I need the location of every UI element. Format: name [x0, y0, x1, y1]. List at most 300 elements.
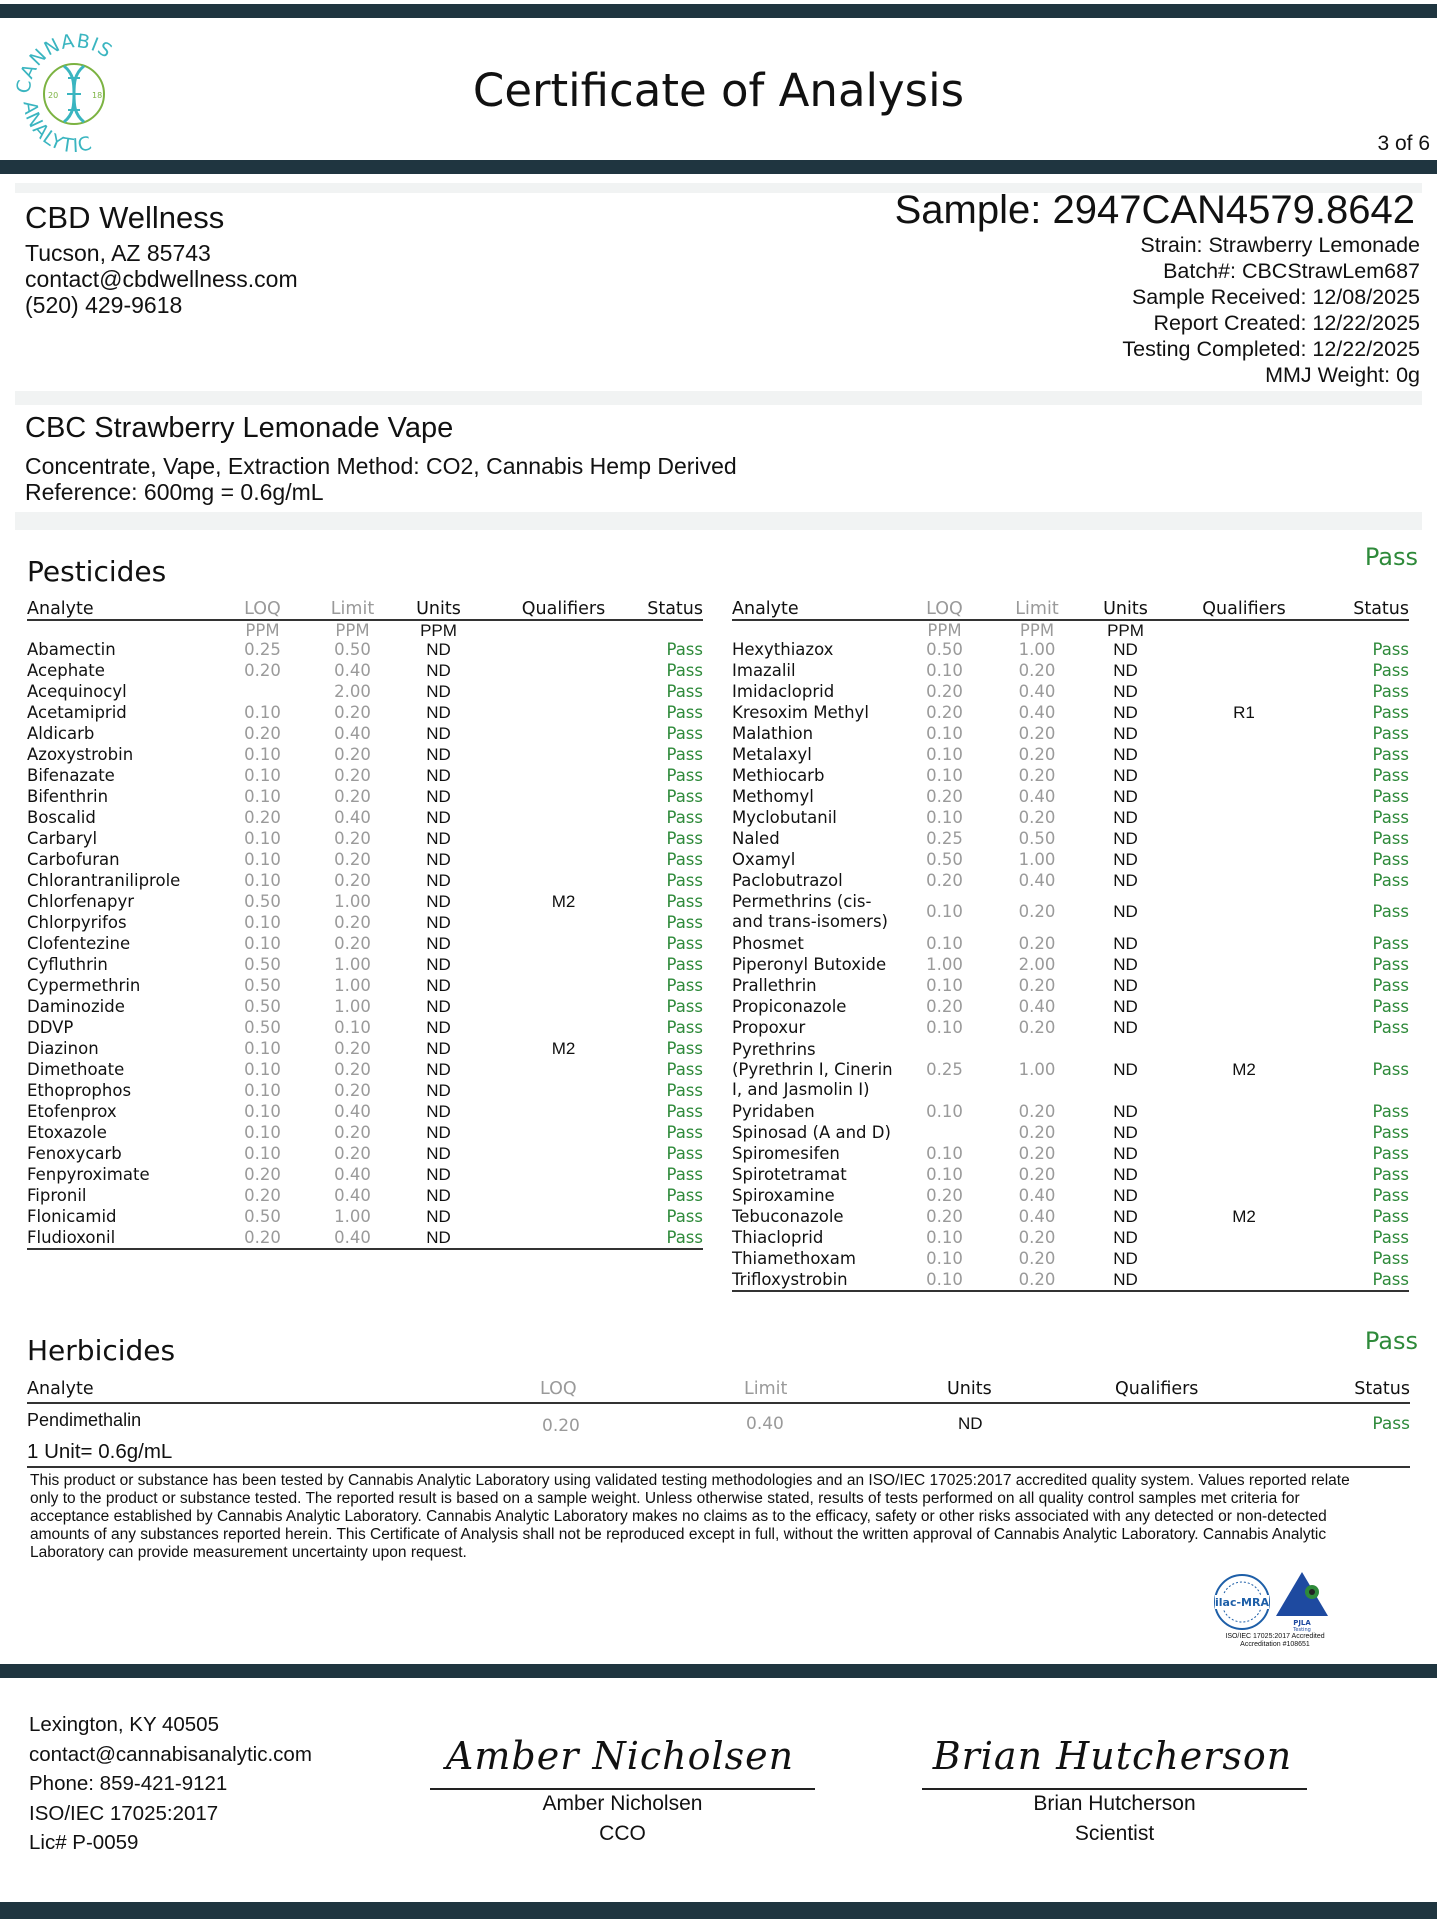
- status-value: Pass: [1372, 933, 1409, 953]
- limit-value: 0.20: [334, 1059, 371, 1079]
- table-row: [27, 723, 703, 744]
- units-value: ND: [426, 933, 451, 953]
- table-row: [27, 1122, 703, 1143]
- units-value: ND: [1113, 870, 1138, 890]
- units-value: ND: [426, 681, 451, 701]
- table-row: [27, 1080, 703, 1101]
- loq-value: 0.10: [244, 933, 281, 953]
- table-row: [27, 1017, 703, 1038]
- analyte-name: Acequinocyl: [27, 681, 127, 701]
- qualifier-value: [482, 786, 645, 807]
- signature-amber: Amber Nicholsen: [445, 1734, 795, 1778]
- units-value: ND: [426, 1080, 451, 1100]
- status-value: Pass: [1372, 744, 1409, 764]
- analyte-name: Acetamiprid: [27, 702, 127, 722]
- loq-value: 0.50: [244, 891, 281, 911]
- table-row: [732, 744, 1409, 765]
- analyte-name: Spiroxamine: [732, 1185, 835, 1205]
- limit-value: 1.00: [1018, 1059, 1056, 1079]
- signature-line-brian: [922, 1788, 1307, 1790]
- status-value: Pass: [1372, 996, 1409, 1016]
- unit-cell: PPM: [335, 620, 370, 640]
- units-value: ND: [426, 723, 451, 743]
- loq-value: 0.10: [926, 902, 963, 921]
- analyte-name: Phosmet: [732, 933, 804, 953]
- limit-value: 0.20: [334, 765, 371, 785]
- status-value: Pass: [666, 723, 703, 743]
- units-value: ND: [395, 1227, 482, 1249]
- qualifier-value: [482, 765, 645, 786]
- table-row: [27, 681, 703, 702]
- table-row: [27, 975, 703, 996]
- limit-value: 0.40: [1018, 702, 1056, 722]
- status-value: Pass: [1372, 1059, 1409, 1079]
- col-loq-header: LOQ: [897, 595, 992, 620]
- herbicides-bottom-rule: [27, 1466, 1410, 1468]
- table-row: [732, 807, 1409, 828]
- analyte-name: Azoxystrobin: [27, 744, 134, 764]
- status-value: Pass: [666, 744, 703, 764]
- loq-value: 0.50: [244, 996, 281, 1016]
- page-number: 3 of 6: [1377, 132, 1430, 155]
- loq-value: 0.20: [244, 723, 281, 743]
- loq-value: 0.10: [244, 702, 281, 722]
- loq-value: 0.20: [244, 1185, 281, 1205]
- qualifier-value: [1169, 1185, 1319, 1206]
- qualifier-value: [482, 1143, 645, 1164]
- qualifier-value: [482, 702, 645, 723]
- status-value: Pass: [666, 765, 703, 785]
- analyte-name: Aldicarb: [27, 723, 95, 743]
- status-value: Pass: [1372, 1143, 1409, 1163]
- qualifier-value: [482, 912, 645, 933]
- loq-value: [897, 1122, 992, 1143]
- limit-value: 0.50: [334, 639, 371, 659]
- analyte-name: Imazalil: [732, 660, 796, 680]
- status-value: Pass: [1372, 828, 1409, 848]
- logo-year-right: 18: [92, 91, 103, 100]
- limit-value: 0.40: [1018, 1206, 1056, 1226]
- table-row: [27, 891, 703, 912]
- units-value: ND: [1113, 807, 1138, 827]
- qualifier-value: [482, 1080, 645, 1101]
- loq-value: 0.25: [926, 828, 963, 848]
- status-value: Pass: [1372, 807, 1409, 827]
- signer-role-brian: Scientist: [1074, 1822, 1155, 1845]
- units-value: ND: [426, 702, 451, 722]
- pesticides-table-right: [732, 595, 1409, 1292]
- loq-value: 0.20: [926, 681, 963, 701]
- analyte-name: Bifenthrin: [27, 786, 109, 806]
- status-value: Pass: [666, 954, 703, 974]
- client-name: CBD Wellness: [25, 200, 225, 235]
- table-row: [732, 849, 1409, 870]
- units-value: ND: [1113, 723, 1138, 743]
- herb-col-limit: Limit: [744, 1379, 788, 1399]
- limit-value: 0.20: [1018, 1143, 1056, 1163]
- testing-completed: Testing Completed: 12/22/2025: [1122, 337, 1420, 361]
- loq-value: 0.10: [244, 912, 281, 932]
- analyte-name: Imidacloprid: [732, 681, 835, 701]
- analyte-name: Clofentezine: [27, 933, 131, 953]
- qualifier-value: M2: [1232, 1206, 1256, 1226]
- lab-contact: [29, 1710, 312, 1858]
- herb-analyte: Pendimethalin: [27, 1410, 142, 1430]
- limit-value: 0.20: [1018, 1164, 1056, 1184]
- analyte-name: Metalaxyl: [732, 744, 812, 764]
- table-row: [732, 891, 1409, 933]
- analyte-name: Chlorfenapyr: [27, 891, 134, 911]
- table-row: [732, 1101, 1409, 1122]
- units-value: ND: [1113, 975, 1138, 995]
- qualifier-value: [1169, 681, 1319, 702]
- loq-value: 0.10: [244, 1038, 281, 1058]
- qualifier-value: [482, 1017, 645, 1038]
- limit-value: 0.20: [1018, 1101, 1056, 1121]
- col-qualifiers-header: Qualifiers: [482, 595, 645, 620]
- qualifier-value: [1169, 1248, 1319, 1269]
- table-row: [732, 954, 1409, 975]
- analyte-name: Cypermethrin: [27, 975, 141, 995]
- limit-value: 1.00: [1018, 639, 1056, 659]
- loq-value: 0.50: [244, 1017, 281, 1037]
- loq-value: 0.10: [926, 933, 963, 953]
- table-row: [732, 723, 1409, 744]
- units-value: ND: [426, 639, 451, 659]
- table-row: [27, 1101, 703, 1122]
- loq-value: 0.10: [926, 723, 963, 743]
- loq-value: 0.50: [926, 639, 963, 659]
- sample-strain: Strain: Strawberry Lemonade: [1140, 233, 1420, 257]
- table-row: [27, 1143, 703, 1164]
- status-value: Pass: [1372, 681, 1409, 701]
- table-row: [732, 1038, 1409, 1101]
- loq-value: 0.10: [244, 1059, 281, 1079]
- limit-value: 0.20: [334, 933, 371, 953]
- signer-role-amber: CCO: [599, 1822, 646, 1845]
- qualifier-value: [1169, 1227, 1319, 1248]
- status-value: Pass: [1372, 849, 1409, 869]
- limit-value: 0.20: [334, 1080, 371, 1100]
- qualifier-value: [482, 1227, 645, 1249]
- analyte-name: Malathion: [732, 723, 814, 743]
- status-value: Pass: [1372, 902, 1409, 921]
- limit-value: 0.40: [1018, 870, 1056, 890]
- herbicides-title: Herbicides: [27, 1334, 176, 1367]
- limit-value: 1.00: [334, 891, 371, 911]
- units-value: ND: [1113, 1164, 1138, 1184]
- limit-value: 0.40: [334, 1185, 371, 1205]
- table-row: [27, 1164, 703, 1185]
- sample-id: Sample: 2947CAN4579.8642: [894, 188, 1415, 232]
- status-value: Pass: [666, 891, 703, 911]
- unit-note: 1 Unit= 0.6g/mL: [27, 1440, 173, 1463]
- qualifier-value: [482, 1185, 645, 1206]
- top-bar: [0, 4, 1437, 18]
- limit-value: 0.40: [1018, 1185, 1056, 1205]
- loq-value: 0.10: [244, 786, 281, 806]
- col-limit-header: Limit: [310, 595, 395, 620]
- analyte-name: Tebuconazole: [732, 1206, 844, 1226]
- status-value: Pass: [666, 1038, 703, 1058]
- limit-value: 0.40: [334, 1101, 371, 1121]
- limit-value: 0.20: [1018, 723, 1056, 743]
- units-value: ND: [426, 891, 451, 911]
- col-units-header: Units: [395, 595, 482, 620]
- loq-value: 0.10: [926, 765, 963, 785]
- analyte-name: Etoxazole: [27, 1122, 107, 1142]
- status-value: Pass: [666, 1185, 703, 1205]
- qualifier-value: [1169, 996, 1319, 1017]
- status-value: Pass: [666, 828, 703, 848]
- table-row: [27, 744, 703, 765]
- qualifier-value: [482, 744, 645, 765]
- pesticides-table-left: [27, 595, 703, 1250]
- qualifier-value: [1169, 954, 1319, 975]
- bottom-bar: [0, 1902, 1437, 1919]
- herb-col-loq: LOQ: [540, 1379, 577, 1399]
- signer-name-amber: Amber Nicholsen: [542, 1792, 703, 1815]
- loq-value: 0.20: [244, 1164, 281, 1184]
- page-title: Certificate of Analysis: [472, 64, 965, 117]
- qualifier-value: M2: [551, 1038, 576, 1058]
- loq-value: 0.10: [926, 1227, 963, 1247]
- units-value: ND: [1113, 849, 1138, 869]
- qualifier-value: [1169, 1143, 1319, 1164]
- analyte-name: Piperonyl Butoxide: [732, 954, 887, 974]
- units-value: ND: [1082, 1269, 1169, 1291]
- status-value: Pass: [666, 660, 703, 680]
- status-value: Pass: [666, 912, 703, 932]
- units-value: ND: [1113, 1206, 1138, 1226]
- table-row: [27, 1059, 703, 1080]
- analyte-name: Paclobutrazol: [732, 870, 843, 890]
- units-value: ND: [426, 765, 451, 785]
- units-value: ND: [426, 1038, 451, 1058]
- sample-details: [1122, 232, 1420, 388]
- qualifier-value: [482, 1122, 645, 1143]
- qualifier-value: [1169, 849, 1319, 870]
- units-value: ND: [426, 1164, 451, 1184]
- logo-text-bottom: ANALYTIC: [18, 99, 95, 157]
- qualifier-value: [482, 1206, 645, 1227]
- units-value: ND: [1113, 902, 1138, 921]
- herb-col-analyte: Analyte: [27, 1379, 94, 1399]
- lab-license: Lic# P-0059: [29, 1831, 139, 1854]
- qualifier-value: [1169, 891, 1319, 933]
- lab-iso: ISO/IEC 17025:2017: [29, 1801, 219, 1825]
- qualifier-value: [1169, 786, 1319, 807]
- logo-text-top: CANNABIS: [12, 30, 117, 95]
- table-row: [27, 765, 703, 786]
- status-value: Pass: [1372, 1206, 1409, 1226]
- qualifier-value: M2: [1232, 1059, 1256, 1079]
- loq-value: 0.50: [244, 975, 281, 995]
- col-units-header: Units: [1082, 595, 1169, 620]
- table-row: [732, 975, 1409, 996]
- qualifier-value: [482, 870, 645, 891]
- signature-brian: Brian Hutcherson: [932, 1734, 1293, 1778]
- qualifier-value: [1169, 1164, 1319, 1185]
- loq-value: 0.10: [244, 744, 281, 764]
- table-row: [732, 660, 1409, 681]
- analyte-name: Myclobutanil: [732, 807, 837, 827]
- units-value: ND: [1113, 1227, 1138, 1247]
- limit-value: 0.40: [1018, 786, 1056, 806]
- product-reference: Reference: 600mg = 0.6g/mL: [25, 479, 324, 505]
- accreditation-line1: ISO/IEC 17025:2017 Accredited: [1225, 1633, 1325, 1640]
- herb-units: ND: [958, 1414, 983, 1433]
- units-value: ND: [426, 975, 451, 995]
- table-row: [27, 996, 703, 1017]
- loq-value: 0.20: [926, 996, 963, 1016]
- analyte-name: Pyridaben: [732, 1101, 815, 1121]
- analyte-name: Prallethrin: [732, 975, 817, 995]
- loq-value: 0.10: [244, 1122, 281, 1142]
- units-value: ND: [426, 912, 451, 932]
- analyte-name: Pyrethrins (Pyrethrin I, Cinerin I, and Jasmolin I): [732, 1039, 893, 1099]
- analyte-name: Spirotetramat: [732, 1164, 847, 1184]
- limit-value: 1.00: [334, 975, 371, 995]
- table-row: [27, 828, 703, 849]
- qualifier-value: [1169, 1122, 1319, 1143]
- unit-cell: PPM: [420, 620, 457, 640]
- loq-value: [215, 681, 310, 702]
- unit-cell: [482, 620, 645, 639]
- loq-value: 0.20: [926, 1185, 963, 1205]
- status-value: Pass: [1372, 1122, 1409, 1142]
- unit-cell: PPM: [1107, 620, 1144, 640]
- status-value: Pass: [666, 639, 703, 659]
- limit-value: 0.20: [334, 912, 371, 932]
- analyte-name: Oxamyl: [732, 849, 796, 869]
- logo-year-left: 20: [48, 91, 59, 100]
- units-value: ND: [426, 1017, 451, 1037]
- analyte-name: Fludioxonil: [27, 1227, 215, 1249]
- units-value: ND: [426, 1185, 451, 1205]
- limit-value: 0.10: [334, 1017, 371, 1037]
- unit-cell: [645, 620, 703, 639]
- pjla-text: PJLA: [1293, 1619, 1311, 1627]
- loq-value: 0.25: [244, 639, 281, 659]
- table-row: [732, 828, 1409, 849]
- signer-name-brian: Brian Hutcherson: [1033, 1792, 1196, 1815]
- limit-value: 0.40: [334, 723, 371, 743]
- units-value: ND: [1113, 1143, 1138, 1163]
- loq-value: 0.10: [244, 1101, 281, 1121]
- units-value: ND: [426, 870, 451, 890]
- limit-value: 0.20: [334, 786, 371, 806]
- limit-value: 0.20: [1018, 1248, 1056, 1268]
- status-value: Pass: [666, 1122, 703, 1142]
- units-value: ND: [426, 828, 451, 848]
- table-row: [732, 765, 1409, 786]
- analyte-name: Trifloxystrobin: [732, 1269, 897, 1291]
- status-value: Pass: [1372, 1164, 1409, 1184]
- col-status-header: Status: [645, 595, 703, 620]
- limit-value: 0.20: [1018, 1227, 1056, 1247]
- qualifier-value: [1169, 1101, 1319, 1122]
- analyte-name: Boscalid: [27, 807, 96, 827]
- units-value: ND: [426, 1122, 451, 1142]
- qualifier-value: R1: [1233, 702, 1255, 722]
- units-value: ND: [426, 1206, 451, 1226]
- client-phone: (520) 429-9618: [25, 292, 183, 318]
- status-value: Pass: [1372, 954, 1409, 974]
- analyte-name: Bifenazate: [27, 765, 115, 785]
- limit-value: 0.20: [334, 1122, 371, 1142]
- limit-value: 2.00: [1018, 954, 1056, 974]
- analyte-name: Diazinon: [27, 1038, 99, 1058]
- table-row: [27, 1227, 703, 1249]
- qualifier-value: [1169, 828, 1319, 849]
- loq-value: 0.10: [926, 744, 963, 764]
- analyte-name: Fipronil: [27, 1185, 87, 1205]
- status-value: Pass: [666, 996, 703, 1016]
- qualifier-value: [1169, 765, 1319, 786]
- accreditation-line2: Accreditation #108651: [1240, 1641, 1310, 1648]
- qualifier-value: [1169, 975, 1319, 996]
- loq-value: 0.50: [926, 849, 963, 869]
- pesticides-title: Pesticides: [27, 555, 167, 588]
- qualifier-value: [482, 660, 645, 681]
- units-value: ND: [1113, 1248, 1138, 1268]
- limit-value: 0.20: [334, 1143, 371, 1163]
- mmj-weight: MMJ Weight: 0g: [1265, 363, 1420, 387]
- loq-value: 0.50: [244, 1206, 281, 1226]
- limit-value: 0.20: [334, 870, 371, 890]
- units-value: ND: [1113, 954, 1138, 974]
- table-row: [27, 954, 703, 975]
- limit-value: 0.20: [334, 702, 371, 722]
- herb-col-status: Status: [1354, 1379, 1410, 1399]
- limit-value: 0.20: [334, 849, 371, 869]
- analyte-name: Naled: [732, 828, 780, 848]
- product-name: CBC Strawberry Lemonade Vape: [25, 412, 454, 444]
- limit-value: 0.20: [334, 744, 371, 764]
- table-row: [732, 1143, 1409, 1164]
- analyte-name: Fenoxycarb: [27, 1143, 122, 1163]
- qualifier-value: [482, 723, 645, 744]
- qualifier-value: [482, 975, 645, 996]
- herbicides-overall-status: Pass: [1364, 1327, 1418, 1355]
- lab-phone: Phone: 859-421-9121: [29, 1772, 228, 1795]
- units-value: ND: [1113, 933, 1138, 953]
- loq-value: 0.10: [244, 765, 281, 785]
- pjla-sub-text: Testing: [1293, 1627, 1311, 1632]
- loq-value: 0.50: [244, 954, 281, 974]
- qualifier-value: [482, 1164, 645, 1185]
- limit-value: 0.20: [1018, 765, 1056, 785]
- table-row: [27, 849, 703, 870]
- units-value: ND: [426, 996, 451, 1016]
- table-row: [27, 870, 703, 891]
- qualifier-value: [482, 828, 645, 849]
- limit-value: 1.00: [334, 954, 371, 974]
- status-value: Pass: [645, 1227, 703, 1249]
- limit-value: 2.00: [334, 681, 371, 701]
- loq-value: 0.20: [244, 660, 281, 680]
- col-status-header: Status: [1319, 595, 1409, 620]
- analyte-name: Chlorantraniliprole: [27, 870, 181, 890]
- status-value: Pass: [666, 975, 703, 995]
- table-row: [732, 1017, 1409, 1038]
- units-value: ND: [1113, 639, 1138, 659]
- table-row: [732, 870, 1409, 891]
- status-value: Pass: [1372, 639, 1409, 659]
- limit-value: 0.40: [334, 1164, 371, 1184]
- limit-value: 1.00: [1018, 849, 1056, 869]
